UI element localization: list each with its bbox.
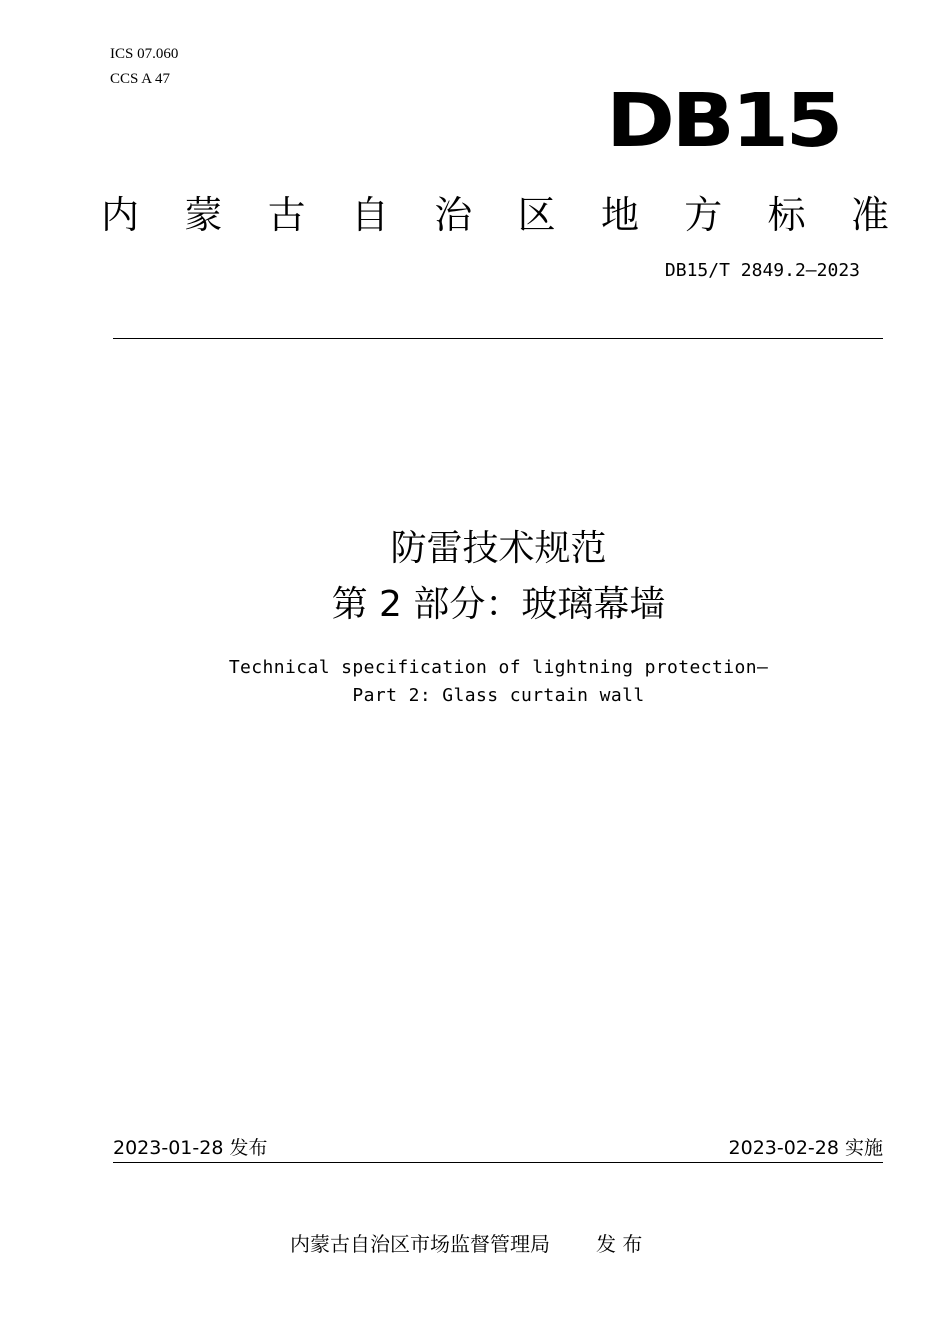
title-en-line2: Part 2: Glass curtain wall (352, 685, 645, 706)
publisher-line (290, 1228, 642, 1257)
standard-type-heading (100, 184, 890, 239)
standard-type-char: 古 (267, 193, 306, 237)
standard-type-char: 准 (850, 193, 889, 237)
standard-type-char: 内 (100, 193, 139, 237)
ccs-code: CCS A 47 (110, 71, 171, 87)
standard-type-char: 标 (767, 193, 806, 237)
standard-code-logo: DB15 (606, 78, 840, 164)
standard-type-char: 自 (350, 193, 389, 237)
standard-type-char: 地 (600, 193, 639, 237)
effective-date: 2023-02-28 实施 (728, 1137, 883, 1159)
publisher-name: 内蒙古自治区市场监督管理局 (290, 1232, 550, 1256)
ics-code: ICS 07.060 (110, 46, 179, 62)
standard-type-char: 治 (434, 193, 473, 237)
title-cn-line1: 防雷技术规范 (390, 528, 607, 569)
standard-type-char: 区 (517, 193, 556, 237)
publisher-action: 发 布 (596, 1232, 643, 1256)
title-en-line1: Technical specification of lightning protection— (228, 657, 769, 678)
standard-type-char: 蒙 (184, 193, 223, 237)
publish-date: 2023-01-28 发布 (113, 1137, 268, 1159)
standard-type-char: 方 (684, 193, 723, 237)
standard-number: DB15/T 2849.2—2023 (664, 260, 860, 281)
title-cn-line2: 第 2 部分：玻璃幕墙 (331, 584, 666, 625)
top-divider (113, 338, 883, 339)
bottom-divider (113, 1162, 883, 1163)
